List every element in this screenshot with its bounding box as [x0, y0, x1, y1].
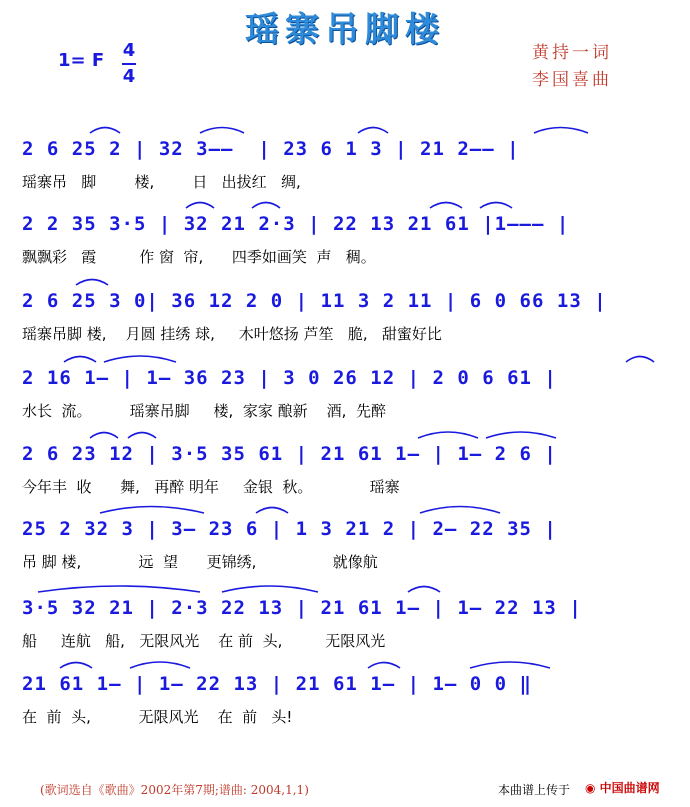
credits: [532, 40, 612, 94]
notes-line: 2 6 25 3 0| 36 12 2 0 | 11 3 2 11 | 6 0 66 13 |: [22, 290, 607, 312]
slur: [470, 662, 550, 668]
key-signature: 1= F: [58, 50, 105, 71]
slur: [222, 586, 318, 592]
slur: [128, 433, 156, 439]
notes-line: 25 2 32 3 | 3— 23 6 | 1 3 21 2 | 2— 22 35 |: [22, 518, 557, 540]
notes-line: 2 6 23 12 | 3·5 35 61 | 21 61 1— | 1— 2 6 |: [22, 443, 557, 465]
lyric-line: 瑶寨吊脚 楼, 月圆 挂绣 球, 木叶悠扬 芦笙 脆, 甜蜜好比: [22, 325, 442, 343]
slur: [626, 357, 654, 363]
slur: [130, 662, 190, 668]
time-signature-bottom: 4: [122, 66, 136, 87]
logo-icon: ◉: [585, 781, 596, 795]
composer: 李国喜曲: [532, 70, 612, 90]
footer-upload: 本曲谱上传于: [498, 783, 571, 797]
notes-line: 2 2 35 3·5 | 32 21 2·3 | 22 13 21 61 |1——— |: [22, 213, 570, 235]
lyric-line: 船 连航 船, 无限风光 在 前 头, 无限风光: [22, 632, 386, 650]
lyric-line: 在 前 头, 无限风光 在 前 头!: [22, 708, 293, 726]
slur: [38, 586, 200, 592]
notes-line: 3·5 32 21 | 2·3 22 13 | 21 61 1— | 1— 22 13 |: [22, 597, 582, 619]
footer-source: (歌词选自《歌曲》2002年第7期;谱曲: 2004,1,1): [40, 783, 309, 797]
slur: [358, 128, 388, 134]
notes-line: 2 16 1— | 1— 36 23 | 3 0 26 12 | 2 0 6 61 |: [22, 367, 557, 389]
notes-line: 2 6 25 2 | 32 3—— | 23 6 1 3 | 21 2—— |: [22, 138, 520, 160]
lyric-line: 水长 流。 瑶寨吊脚 楼, 家家 酿新 酒, 先醉: [22, 402, 386, 420]
slur: [64, 357, 96, 363]
lyric-line: 吊 脚 楼, 远 望 更锦绣, 就像航: [22, 553, 378, 571]
notes-line: 21 61 1— | 1— 22 13 | 21 61 1— | 1— 0 0 ‖: [22, 673, 532, 695]
lyric-line: 飘飘彩 霞 作 窗 帘, 四季如画笑 声 稠。: [22, 248, 376, 266]
slur: [76, 280, 108, 286]
slur: [486, 432, 556, 438]
slur: [200, 128, 244, 134]
slur: [186, 203, 214, 209]
site-logo[interactable]: [585, 779, 660, 796]
slur: [368, 663, 400, 669]
slur: [252, 203, 280, 209]
song-title: 瑶寨吊脚楼: [245, 10, 445, 50]
slur: [256, 508, 288, 514]
lyric-line: 瑶寨吊 脚 楼, 日 出拔红 绸,: [22, 173, 301, 191]
slur: [408, 587, 440, 593]
slur: [100, 507, 204, 514]
time-signature-top: 4: [122, 40, 136, 61]
slur: [430, 203, 462, 209]
logo-text: 中国曲谱网: [599, 781, 660, 795]
slur: [418, 432, 478, 438]
lyric-line: 今年丰 收 舞, 再醉 明年 金银 秋。 瑶寨: [22, 478, 400, 496]
slur: [534, 128, 588, 134]
slur: [90, 433, 118, 439]
slur: [420, 507, 500, 514]
slur: [104, 356, 176, 362]
slur: [60, 663, 92, 669]
lyricist: 黄持一词: [532, 43, 612, 63]
slur: [90, 128, 120, 134]
slur: [480, 203, 512, 209]
time-signature: [121, 39, 137, 89]
